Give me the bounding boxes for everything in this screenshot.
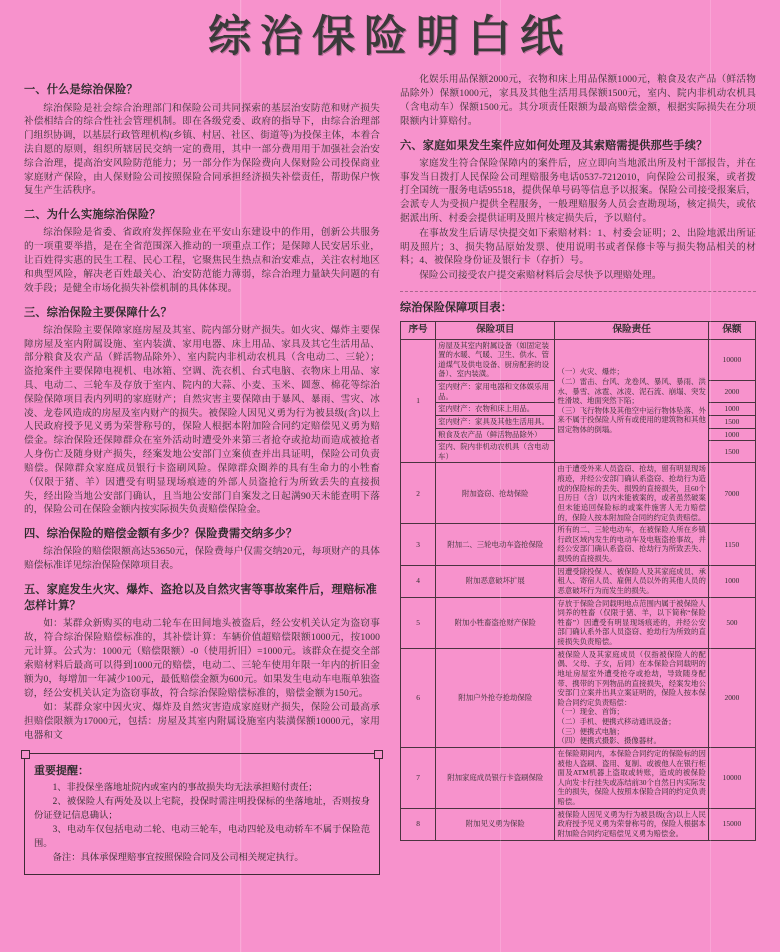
table-cell-amount: 7000	[708, 463, 755, 524]
continued-paragraph: 化娱乐用品保额2000元，衣物和床上用品保额1000元，粮食及农产品（鲜活物品除外）保额1000元，家具及其他生活用具保额1500元，室内、院内非机动农机具（含电动车）保额1500元。其分项责任限额为最高赔偿金额，根据实际损失在分项限额内计算赔付。	[400, 74, 756, 127]
table-cell-item: 粮食及农产品（鲜活物品除外）	[436, 428, 555, 441]
table-cell-responsibility: 被保险人因见义勇为行为被县级(含)以上人民政府授予见义勇为荣誉称号的，保险人根据本附加险合同约定赔偿见义勇为赔偿金。	[555, 808, 708, 840]
table-cell-item: 附加家庭成员银行卡盗刷保险	[436, 747, 555, 808]
notice-title: 重要提醒：	[34, 763, 89, 777]
table-body	[401, 339, 756, 840]
table-row	[401, 597, 756, 648]
table-cell-responsibility: 在保险期间内，本保险合同约定的保险标的因被他人盗刷、盗用、复制、或被他人在银行柜面及ATM机器上盗取或转账，造成的被保险人向发卡行挂失或冻结前30个自然日内实际发生的损失，保险人按照本保险合同的约定负责赔偿。	[555, 747, 708, 808]
notice-item-3: 3、电动车仅包括电动二轮、电动三轮车，电动四轮及电动轿车不属于保险范围。	[34, 825, 370, 849]
table-title: 综治保险保障项目表：	[400, 301, 512, 315]
section-paragraph-3-1: 综治保险主要保障家庭房屋及其室、院内部分财产损失。如火灾、爆炸主要保障房屋及室内附属设施、室内装潢、家用电器、床上用品、家具及其它生活用品、部分粮食及农产品（鲜活物品除外）、室内院内非机动农机具（含电动二、三轮）；盗抢案件主要保障电视机、电冰箱、空调、洗衣机、台式电脑、衣物床上用品、家具、电动二、三轮车及存放于室内、院内的大蒜、小麦、玉米、圆葱、棉花等综治保险保障项目表内列明的家庭财产；自然灾害主要保障由于暴风、暴雨、雪灾、冰凌、龙卷风造成的房屋及室内财产的损失。被保险人因见义勇为行为被县级(含)以上人民政府授予见义勇为荣誉称号的，保险人根据本附加险合同约定赔偿见义勇为赔偿金。综治保险还保障群众在室外活动时遭受外来第三者抢夺或抢劫而造成被抢者人身伤亡及随身财产损失，经案发地公安部门立案侦查并出具证明，保险公司负责赔偿。保障群众家庭成员银行卡盗刷风险。保障群众圈养的具有生命力的小牲畜（仅限于猪、羊）因遭受有明显现场痕迹的外部人员盗抢行为所致丢失的直接损失，经出险当地公安部门确认，且当地公安部门自案发之日起满90天未能查明下落的，保险公司在保险金额内按实际损失负责赔偿保险金。	[24, 324, 380, 516]
table-cell-item: 附加盗窃、抢劫保险	[436, 463, 555, 524]
section-heading-3: 三、综治保险主要保障什么？	[24, 305, 173, 319]
table-row	[401, 648, 756, 747]
table-cell-no: 7	[401, 747, 436, 808]
section-heading-5: 五、家庭发生火灾、爆炸、盗抢以及自然灾害等事故案件后，理赔标准怎样计算？	[24, 582, 378, 613]
table-cell-responsibility: 存放于保险合同载明地点范围内属于被保险人饲养的牲畜（仅限于猪、羊，以下简称“保险牲畜”）因遭受有明显现场痕迹的，并经公安部门确认系外部人员盗窃、抢劫行为所致的直接损失负责赔偿。	[555, 597, 708, 648]
table-cell-item: 房屋及其室内附属设备（如固定装置的水暖、气暖、卫生、供水、管道煤气及供电设备、厨房配套的设备）、室内装潢。	[436, 339, 555, 381]
table-cell-amount: 1000	[708, 428, 755, 441]
table-row	[401, 565, 756, 597]
table-cell-no: 8	[401, 808, 436, 840]
table-header-item: 保险项目	[436, 322, 555, 339]
table-row	[401, 747, 756, 808]
content-columns	[0, 73, 780, 874]
poster-title: 综治保险明白纸	[208, 12, 572, 62]
section-paragraph-1-1: 综治保险是社会综合治理部门和保险公司共同探索的基层治安防范和财产损失补偿相结合的综合性社会管理机制。即在各级党委、政府的指导下，由综合治理部门组织协调，以基层行政管理机构(乡镇、村居、社区、街道等)为投保主体，本着合法自愿的原则，组织所辖居民交纳一定的费用，其中一部分费用用于加强社会治安综合治理，提高治安风险防范能力；另一部分作为保险费向人保财险公司投保商业家庭财产保险，由人保财险公司按照保险合同承担经济损失补偿责任，帮助保户恢复生产生活秩序。	[24, 102, 380, 197]
right-column	[400, 73, 756, 874]
table-row	[401, 808, 756, 840]
table-cell-responsibility: 所有的二、三轮电动车，在被保险人所在乡镇行政区域内发生的电动车及电瓶盗抢事故，并经公安部门确认系盗窃、抢劫行为所致丢失、损毁的直接损失。	[555, 524, 708, 566]
table-cell-amount: 1500	[708, 415, 755, 428]
table-header-no: 序号	[401, 322, 436, 339]
section-paragraph-6-2: 在事故发生后请尽快提交如下索赔材料：1、村委会证明；2、出险地派出所证明及照片；3、损失物品原始发票、使用说明书或者保修卡等与损失物品相关的材料；4、被保险身份证及银行卡（存折）号。	[400, 227, 756, 267]
table-cell-responsibility: 由于遭受外来人员盗窃、抢劫，留有明显现场痕迹，并经公安部门确认系盗窃、抢劫行为造成的保险标的丢失、损毁的直接损失，且60个日历日（含）以内未能被案的，或者虽然破案但未能追回保险标的或案件施害人无力赔偿的，保险人按本附加险合同的约定负责赔偿。	[555, 463, 708, 524]
section-paragraph-2-1: 综治保险是省委、省政府发挥保险业在平安山东建设中的作用，创新公共服务的一项重要举措，是在全省范围深入推动的一项重点工作；是保障人民安居乐业，让百姓得实惠的民生工程、民心工程，它聚焦民生热点和治安难点，关注农村地区和典型风险，解决老百姓最关心、治安防范能力薄弱，综合治理力量缺失问题的有效手段；是健全市场化损失补偿机制的具体体现。	[24, 227, 380, 294]
insurance-coverage-table	[400, 321, 756, 840]
table-cell-item: 室内财产：衣物和床上用品。	[436, 403, 555, 416]
important-notice-box	[24, 753, 380, 875]
table-cell-amount: 2000	[708, 648, 755, 747]
notice-remark: 备注：具体承保理赔事宜按照保险合同及公司相关规定执行。	[52, 853, 304, 864]
table-cell-responsibility: 因遭受除投保人、被保险人及其家庭成员、承租人、寄宿人员、雇佣人员以外的其他人员的恶意破坏行为而发生的损失。	[555, 565, 708, 597]
section-paragraph-5-2: 如：某群众家中因火灾、爆炸及自然灾害造成家庭财产损失，保险公司最高承担赔偿限额为17000元，包括：房屋及其室内附属设施室内装潢保额10000元，家用电器和文	[24, 702, 380, 741]
table-cell-amount: 15000	[708, 808, 755, 840]
notice-item-2: 2、被保险人有两处及以上宅院，投保时需注明投保标的坐落地址，否则按身份证登记信息确认；	[34, 797, 370, 821]
table-header-resp: 保险责任	[555, 322, 708, 339]
corner-ornament-top-left	[21, 750, 30, 759]
table-cell-amount: 1150	[708, 524, 755, 566]
table-cell-item: 附加恶意破坏扩展	[436, 565, 555, 597]
table-cell-item: 附加小牲畜盗抢财产保险	[436, 597, 555, 648]
table-cell-amount: 10000	[708, 339, 755, 381]
table-row	[401, 339, 756, 381]
table-header-amount: 保额	[708, 322, 755, 339]
table-cell-amount: 1000	[708, 403, 755, 416]
table-cell-item: 附加二、三轮电动车盗抢保险	[436, 524, 555, 566]
section-paragraph-6-1: 家庭发生符合保险保障内的案件后，应立即向当地派出所及村干部报告，并在事发当日拨打人民保险公司理赔服务电话0537-7212010，向保险公司报案，或者拨打全国统一服务电话95518，提供保单号码等信息予以报案。保险公司接受报案后，会派专人为受损户提供全程服务，一般理赔服务人员会查勘现场，核定损失，或依据派出所、村委会提供证明及照片核定损失后，予以赔付。	[400, 157, 756, 225]
table-cell-no: 4	[401, 565, 436, 597]
table-cell-no: 2	[401, 463, 436, 524]
table-cell-item: 室内、院内非机动农机具（含电动车）	[436, 441, 555, 463]
table-cell-item: 室内财产：家具及其他生活用具。	[436, 415, 555, 428]
table-cell-amount: 10000	[708, 747, 755, 808]
notice-item-1: 1、非投保坐落地址院内或室内的事故损失均无法承担赔付责任；	[52, 782, 318, 793]
section-heading-4: 四、综治保险的赔偿金额有多少？保险费需交纳多少？	[24, 527, 298, 541]
corner-ornament-top-right	[374, 750, 383, 759]
table-header-row	[401, 322, 756, 339]
section-divider	[400, 291, 756, 292]
section-heading-2: 二、为什么实施综治保险？	[24, 208, 161, 222]
table-cell-no: 3	[401, 524, 436, 566]
table-cell-amount: 2000	[708, 381, 755, 403]
table-cell-amount: 1000	[708, 565, 755, 597]
table-cell-no: 1	[401, 339, 436, 463]
table-cell-item: 附加见义勇为保险	[436, 808, 555, 840]
table-cell-responsibility: 被保险人及其家庭成员（仅指被保险人的配偶、父母、子女，后同）在本保险合同载明的地址房屋室外遭受抢夺或抢劫，导致随身配带、携带的下列物品的直接损失，经案发地公安部门立案并出具立案证明的，保险人按本保险合同约定负责赔偿： （一）现金、首饰； （二）手机、便携式移动通讯设备； （三）便携式电脑； （四）便携式摄影、摄像器材。	[555, 648, 708, 747]
left-column	[24, 73, 380, 874]
table-cell-item: 附加户外抢夺抢劫保险	[436, 648, 555, 747]
table-cell-no: 6	[401, 648, 436, 747]
table-cell-amount: 500	[708, 597, 755, 648]
section-heading-6: 六、家庭如果发生案件应如何处理及其索赔需提供那些手续？	[400, 138, 708, 152]
table-cell-responsibility: （一）火灾、爆炸； （二）雷击、台风、龙卷风、暴风、暴雨、洪水、暴雪、冰雹、冰凌、泥石流、崩塌、突发性滑坡、地面突然下陷； （三）飞行物体及其他空中运行物体坠落、外来不属于投保险人所有或使用的建筑物和其他固定物体的倒塌。	[555, 339, 708, 463]
section-paragraph-6-3: 保险公司接受农户提交索赔材料后会尽快予以理赔处理。	[419, 270, 662, 282]
table-cell-amount: 1500	[708, 441, 755, 463]
section-paragraph-4-1: 综治保险的赔偿限额高达53650元，保险费每户仅需交纳20元，每项财产的具体赔偿标准详见综治保险保障项目表。	[24, 546, 380, 572]
table-cell-no: 5	[401, 597, 436, 648]
section-paragraph-5-1: 如：某群众新购买的电动二轮车在田间地头被盗后，经公安机关认定为盗窃事故，符合综治保险赔偿标准的，其补偿计算：车辆价值超赔偿限额1000元，按1000元计算。公式为：1000元（赔偿限额）-0（使用折旧）=1000元。该群众在提交全部索赔材料后最高可以得到1000元的赔偿，电动二、三轮车使用年限一年内的折旧金额为0，每增加一年减少100元，最低赔偿金额为600元。如果发生电动车电瓶单独盗窃，经公安机关认定为盗窃事故，符合综治保险赔偿标准的，赔偿金额为150元。	[24, 618, 380, 699]
table-row	[401, 463, 756, 524]
table-cell-item: 室内财产：家用电器和文体娱乐用品。	[436, 381, 555, 403]
table-row	[401, 524, 756, 566]
section-heading-1: 一、什么是综治保险？	[24, 83, 138, 97]
